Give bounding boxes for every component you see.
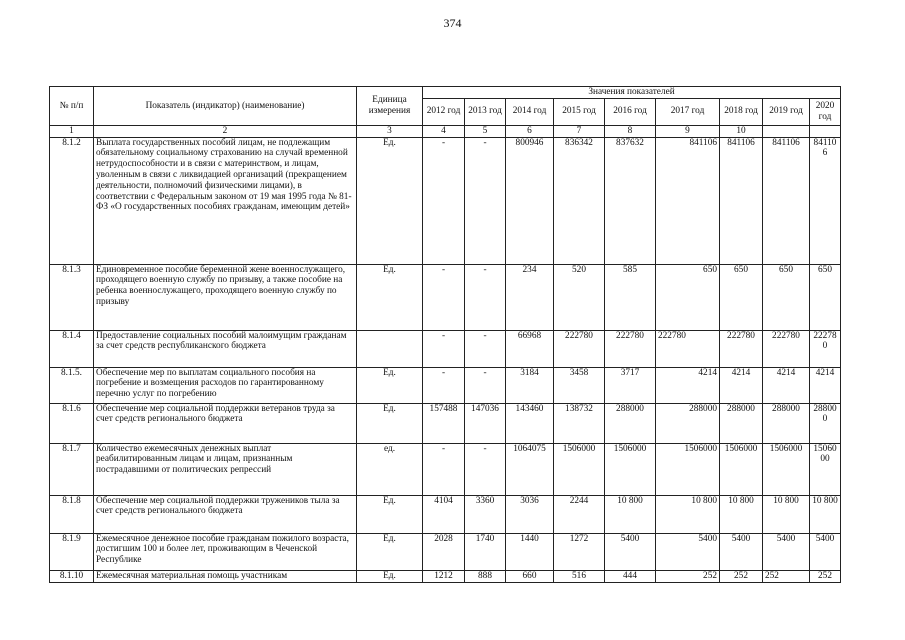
table-row	[50, 330, 841, 367]
row-number: 8.1.4	[50, 330, 94, 367]
value-cell: 841106	[763, 137, 810, 264]
indicator-name: Ежемесячное денежное пособие гражданам пожилого возраста, достигшим 100 и более лет, проживающим в Чеченской Республике	[94, 533, 357, 570]
indicators-table	[49, 86, 841, 583]
value-cell: 650	[763, 264, 810, 330]
year-header: 2019 год	[763, 98, 810, 125]
value-cell: 1740	[465, 533, 506, 570]
value-cell: 222780	[720, 330, 763, 367]
unit-cell: Ед.	[357, 570, 423, 582]
value-cell: 585	[605, 264, 656, 330]
row-number: 8.1.10	[50, 570, 94, 582]
value-cell: 516	[554, 570, 605, 582]
column-number: 7	[554, 125, 605, 137]
unit-cell: Ед.	[357, 137, 423, 264]
value-cell: 5400	[763, 533, 810, 570]
row-number: 8.1.2	[50, 137, 94, 264]
value-cell: 10 800	[656, 495, 720, 533]
table-row	[50, 367, 841, 403]
value-cell: 157488	[423, 403, 465, 443]
value-cell: 252	[656, 570, 720, 582]
value-cell: 2244	[554, 495, 605, 533]
value-cell: 234	[506, 264, 554, 330]
value-cell: 1212	[423, 570, 465, 582]
value-cell: -	[465, 264, 506, 330]
value-cell: 66968	[506, 330, 554, 367]
value-cell: 5400	[605, 533, 656, 570]
value-cell: 10 800	[763, 495, 810, 533]
value-cell: 3458	[554, 367, 605, 403]
value-cell: -	[423, 367, 465, 403]
value-cell: 3360	[465, 495, 506, 533]
value-cell: 288000	[763, 403, 810, 443]
value-cell: -	[465, 330, 506, 367]
indicator-name: Количество ежемесячных денежных выплат реабилитированным лицам и лицам, признанным пострадавшими от политических репрессий	[94, 443, 357, 495]
indicator-name: Обеспечение мер социальной поддержки тружеников тыла за счет средств регионального бюджета	[94, 495, 357, 533]
row-number: 8.1.9	[50, 533, 94, 570]
indicator-name: Ежемесячная материальная помощь участникам	[94, 570, 357, 582]
unit-cell: Ед.	[357, 403, 423, 443]
value-cell: 841106	[656, 137, 720, 264]
table-row	[50, 403, 841, 443]
value-cell: 888	[465, 570, 506, 582]
value-cell: 10 800	[810, 495, 841, 533]
year-header: 2013 год	[465, 98, 506, 125]
table-row	[50, 570, 841, 582]
value-cell: 138732	[554, 403, 605, 443]
unit-cell: ед.	[357, 443, 423, 495]
indicator-name: Обеспечение мер по выплатам социального пособия на погребение и возмещения расходов по гарантированному перечню услуг по погребению	[94, 367, 357, 403]
row-number: 8.1.6	[50, 403, 94, 443]
value-cell: 650	[810, 264, 841, 330]
year-header: 2014 год	[506, 98, 554, 125]
indicator-name: Единовременное пособие беременной жене военнослужащего, проходящего военную службу по призыву, а также пособие на ребенка военнослужащего, проходящего военную службу по призыву	[94, 264, 357, 330]
value-cell: -	[423, 330, 465, 367]
value-cell: 841106	[810, 137, 841, 264]
column-number: 6	[506, 125, 554, 137]
table-row	[50, 443, 841, 495]
value-cell: 1064075	[506, 443, 554, 495]
value-cell: 147036	[465, 403, 506, 443]
year-header: 2016 год	[605, 98, 656, 125]
value-cell: 288000	[810, 403, 841, 443]
value-cell: 1440	[506, 533, 554, 570]
column-number: 2	[94, 125, 357, 137]
value-cell: 5400	[810, 533, 841, 570]
value-cell: 2028	[423, 533, 465, 570]
value-cell: 1506000	[810, 443, 841, 495]
value-cell: -	[423, 264, 465, 330]
year-header: 2017 год	[656, 98, 720, 125]
value-cell: 3184	[506, 367, 554, 403]
value-cell: 3717	[605, 367, 656, 403]
column-number: 10	[720, 125, 763, 137]
indicator-name: Обеспечение мер социальной поддержки ветеранов труда за счет средств регионального бюджета	[94, 403, 357, 443]
value-cell: 800946	[506, 137, 554, 264]
value-cell: 650	[720, 264, 763, 330]
column-number: 3	[357, 125, 423, 137]
table-row	[50, 137, 841, 264]
indicator-name: Предоставление социальных пособий малоимущим гражданам за счет средств республиканского бюджета	[94, 330, 357, 367]
table-row	[50, 533, 841, 570]
value-cell: 4104	[423, 495, 465, 533]
column-number: 4	[423, 125, 465, 137]
header-unit: Единица измерения	[357, 87, 423, 126]
value-cell: 143460	[506, 403, 554, 443]
year-header: 2020 год	[810, 98, 841, 125]
column-number: 9	[656, 125, 720, 137]
unit-cell: Ед.	[357, 367, 423, 403]
value-cell: -	[465, 367, 506, 403]
value-cell: 4214	[720, 367, 763, 403]
value-cell: 4214	[810, 367, 841, 403]
column-number: 1	[50, 125, 94, 137]
row-number: 8.1.8	[50, 495, 94, 533]
value-cell: 252	[810, 570, 841, 582]
value-cell: 4214	[763, 367, 810, 403]
value-cell: 222780	[605, 330, 656, 367]
column-number	[810, 125, 841, 137]
table-row	[50, 264, 841, 330]
value-cell: 1506000	[763, 443, 810, 495]
value-cell: 222780	[554, 330, 605, 367]
header-indicator: Показатель (индикатор) (наименование)	[94, 87, 357, 126]
row-number: 8.1.7	[50, 443, 94, 495]
value-cell: 841106	[720, 137, 763, 264]
value-cell: 288000	[605, 403, 656, 443]
indicator-name: Выплата государственных пособий лицам, не подлежащим обязательному социальному страхованию на случай временной нетрудоспособности и в связи с материнством, и лицам, уволенным в связи с ликвидацией организаций (прекращением деятельности, полномочий физическими лицами), в соответствии с Федеральным законом от 19 мая 1995 года № 81-ФЗ «О государственных пособиях гражданам, имеющим детей»	[94, 137, 357, 264]
value-cell: 222780	[810, 330, 841, 367]
unit-cell: Ед.	[357, 264, 423, 330]
value-cell: 660	[506, 570, 554, 582]
value-cell: 252	[763, 570, 810, 582]
value-cell: 222780	[656, 330, 720, 367]
value-cell: 650	[656, 264, 720, 330]
value-cell: 837632	[605, 137, 656, 264]
year-header: 2015 год	[554, 98, 605, 125]
row-number: 8.1.3	[50, 264, 94, 330]
value-cell: 444	[605, 570, 656, 582]
unit-cell: Ед.	[357, 495, 423, 533]
value-cell: 10 800	[605, 495, 656, 533]
value-cell: 3036	[506, 495, 554, 533]
unit-cell	[357, 330, 423, 367]
header-values: Значения показателей	[423, 87, 841, 99]
value-cell: 10 800	[720, 495, 763, 533]
value-cell: -	[423, 137, 465, 264]
value-cell: 5400	[656, 533, 720, 570]
value-cell: 252	[720, 570, 763, 582]
column-number	[763, 125, 810, 137]
year-header: 2012 год	[423, 98, 465, 125]
value-cell: 288000	[656, 403, 720, 443]
value-cell: -	[423, 443, 465, 495]
year-header: 2018 год	[720, 98, 763, 125]
value-cell: 520	[554, 264, 605, 330]
column-number: 5	[465, 125, 506, 137]
row-number: 8.1.5.	[50, 367, 94, 403]
value-cell: -	[465, 137, 506, 264]
value-cell: 288000	[720, 403, 763, 443]
value-cell: 1506000	[656, 443, 720, 495]
value-cell: 836342	[554, 137, 605, 264]
unit-cell: Ед.	[357, 533, 423, 570]
value-cell: -	[465, 443, 506, 495]
table-row	[50, 495, 841, 533]
value-cell: 5400	[720, 533, 763, 570]
header-number: № п/п	[50, 87, 94, 126]
page-number: 374	[443, 16, 462, 30]
value-cell: 1272	[554, 533, 605, 570]
value-cell: 222780	[763, 330, 810, 367]
column-number: 8	[605, 125, 656, 137]
value-cell: 1506000	[554, 443, 605, 495]
value-cell: 4214	[656, 367, 720, 403]
column-number-row	[50, 125, 841, 137]
value-cell: 1506000	[605, 443, 656, 495]
value-cell: 1506000	[720, 443, 763, 495]
